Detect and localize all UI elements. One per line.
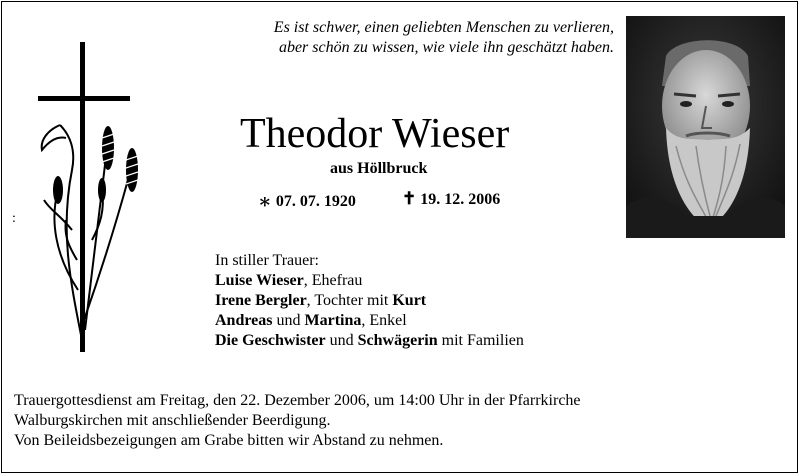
mourner-row	[215, 311, 524, 331]
death-date-value: 19. 12. 2006	[420, 191, 501, 208]
portrait-photo	[626, 16, 785, 238]
death-date	[402, 189, 500, 209]
mourner-name: Luise Wieser	[215, 272, 304, 289]
memorial-quote	[274, 18, 614, 58]
notice-line-3: Von Beileidsbezeigungen am Grabe bitten wir Abstand zu nehmen.	[14, 432, 444, 449]
birth-date-value: 07. 07. 1920	[275, 193, 356, 210]
mourner-row	[215, 291, 524, 311]
mourner-row	[215, 271, 524, 291]
mourner-name: Andreas	[215, 312, 273, 329]
death-cross-icon: ✝	[402, 189, 417, 208]
deceased-origin: aus Höllbruck	[330, 160, 428, 177]
quote-line-2: aber schön zu wissen, wie viele ihn geschätzt haben.	[278, 39, 614, 56]
stray-mark: :	[12, 211, 16, 226]
notice-line-1: Trauergottesdienst am Freitag, den 22. Dezember 2006, um 14:00 Uhr in der Pfarrkirche	[14, 392, 581, 409]
mourners-intro: In stiller Trauer:	[215, 252, 319, 269]
cross-with-wheat-icon	[30, 40, 140, 355]
notice-line-2: Walburgskirchen mit anschließender Beerdigung.	[14, 412, 331, 429]
mourner-row	[215, 331, 524, 351]
mourners-list	[215, 251, 524, 351]
birth-date	[258, 189, 356, 214]
service-notice	[14, 391, 581, 451]
mourner-name-2: Kurt	[392, 292, 427, 309]
mourner-relation: , Ehefrau	[303, 272, 363, 289]
mourner-name-2: Schwägerin	[357, 332, 438, 349]
quote-line-1: Es ist schwer, einen geliebten Menschen zu verlieren,	[273, 19, 614, 36]
birth-star-icon: ∗	[258, 191, 272, 213]
mourner-connector: und	[272, 312, 305, 329]
mourner-relation: , Tochter mit	[306, 292, 393, 309]
mourner-name: Die Geschwister	[215, 332, 326, 349]
mourner-relation: mit Familien	[437, 332, 524, 349]
mourner-name-2: Martina	[304, 312, 362, 329]
mourner-connector: und	[325, 332, 358, 349]
mourner-name: Irene Bergler	[215, 292, 307, 309]
deceased-name: Theodor Wieser	[240, 111, 510, 157]
mourner-relation: , Enkel	[361, 312, 407, 329]
